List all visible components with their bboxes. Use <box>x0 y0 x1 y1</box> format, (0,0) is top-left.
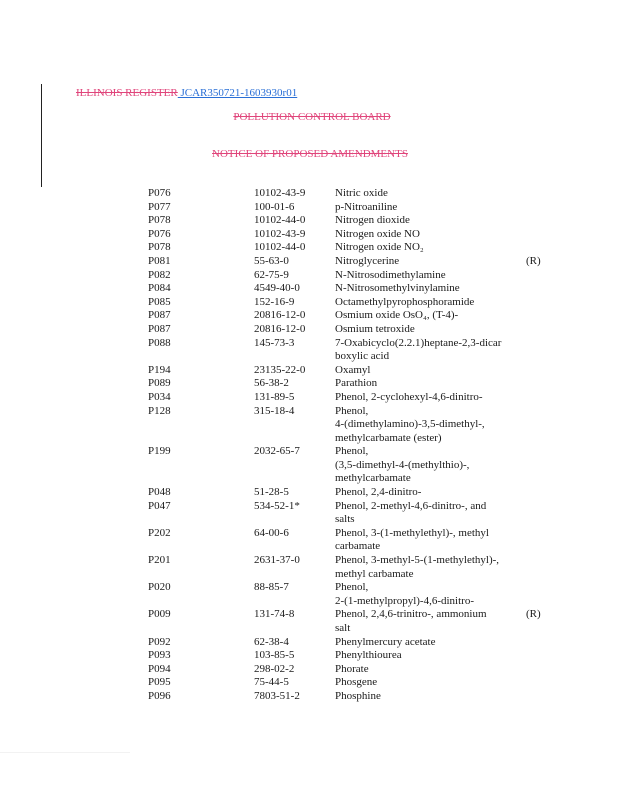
waste-code-cell: P081 <box>148 254 171 267</box>
table-row <box>148 608 548 635</box>
table-row <box>148 337 548 364</box>
waste-code-cell: P094 <box>148 662 171 675</box>
change-bar <box>41 84 42 187</box>
waste-code-cell: P199 <box>148 445 171 458</box>
cas-number-cell: 100-01-6 <box>254 200 295 213</box>
substance-name-cell: Nitrogen oxide NO <box>335 227 420 240</box>
substance-name-cell: Phenol, 4-(dimethylamino)-3,5-dimethyl-, methylcarbamate (ester) <box>335 404 485 444</box>
waste-code-cell: P092 <box>148 635 171 648</box>
waste-code-cell: P088 <box>148 336 171 349</box>
table-row <box>148 214 548 228</box>
waste-code-cell: P201 <box>148 554 171 567</box>
register-inserted-text: JCAR350721-1603930r01 <box>177 87 298 99</box>
substance-name-cell: Parathion <box>335 377 378 390</box>
waste-code-cell: P047 <box>148 499 171 512</box>
waste-code-cell: P085 <box>148 295 171 308</box>
substance-name-cell: 7-Oxabicyclo(2.2.1)heptane-2,3-dicar boxylic acid <box>335 336 502 363</box>
cas-number-cell: 534-52-1* <box>254 499 300 512</box>
cas-number-cell: 75-44-5 <box>254 676 289 689</box>
register-deleted-text: ILLINOIS REGISTER <box>76 87 178 99</box>
table-row <box>148 323 548 337</box>
cas-number-cell: 51-28-5 <box>254 486 289 499</box>
table-row <box>148 527 548 554</box>
cas-number-cell: 10102-43-9 <box>254 187 306 199</box>
substance-name-cell: Phenol, 2-(1-methylpropyl)-4,6-dinitro- <box>335 581 474 607</box>
waste-code-cell: P084 <box>148 282 171 295</box>
table-row <box>148 187 548 201</box>
substance-name-cell: Nitroglycerine <box>335 254 400 267</box>
waste-code-cell: P076 <box>148 187 171 199</box>
cas-number-cell: 10102-43-9 <box>254 227 306 240</box>
table-row <box>148 391 548 405</box>
register-header <box>76 87 297 100</box>
table-row <box>148 500 548 527</box>
table-row <box>148 636 548 650</box>
board-deleted-text: POLLUTION CONTROL BOARD <box>233 111 391 123</box>
table-row <box>148 663 548 677</box>
substance-name-cell: Phenol, 2,4,6-trinitro-, ammonium salt <box>335 608 487 634</box>
waste-code-cell: P078 <box>148 241 171 254</box>
substance-name-cell: N-Nitrosomethylvinylamine <box>335 282 460 295</box>
cas-number-cell: 55-63-0 <box>254 254 289 267</box>
waste-code-cell: P093 <box>148 649 171 662</box>
board-header <box>0 111 624 124</box>
cas-number-cell: 20816-12-0 <box>254 322 306 335</box>
cas-number-cell: 4549-40-0 <box>254 282 300 295</box>
table-row <box>148 282 548 296</box>
substance-name-cell: N-Nitrosodimethylamine <box>335 268 446 281</box>
cas-number-cell: 145-73-3 <box>254 336 295 349</box>
table-row <box>148 405 548 446</box>
cas-number-cell: 7803-51-2 <box>254 689 300 702</box>
table-row <box>148 364 548 378</box>
waste-code-cell: P078 <box>148 214 171 227</box>
hazardous-waste-table <box>148 187 548 704</box>
waste-code-cell: P048 <box>148 486 171 499</box>
waste-code-cell: P087 <box>148 309 171 322</box>
substance-name-cell: Phenol, 2,4-dinitro- <box>335 486 422 499</box>
substance-name-cell: Phosgene <box>335 676 378 689</box>
substance-name-cell: Phenylmercury acetate <box>335 635 436 648</box>
cas-number-cell: 131-89-5 <box>254 390 295 403</box>
cas-number-cell: 2631-37-0 <box>254 554 300 567</box>
table-row <box>148 554 548 581</box>
waste-code-cell: P194 <box>148 363 171 376</box>
substance-name-cell: p-Nitroaniline <box>335 200 398 213</box>
waste-code-cell: P128 <box>148 404 171 417</box>
cas-number-cell: 64-00-6 <box>254 526 289 539</box>
footer-divider <box>0 752 130 753</box>
substance-name-cell: Phorate <box>335 662 369 675</box>
substance-name-cell: Nitric oxide <box>335 187 388 199</box>
cas-number-cell: 315-18-4 <box>254 404 295 417</box>
table-row <box>148 255 548 269</box>
notice-deleted-text: NOTICE OF PROPOSED AMENDMENTS <box>212 148 408 160</box>
substance-name-cell: Octamethylpyrophosphoramide <box>335 295 475 308</box>
waste-code-cell: P087 <box>148 322 171 335</box>
waste-code-cell: P009 <box>148 608 171 621</box>
cas-number-cell: 2032-65-7 <box>254 445 300 458</box>
table-row <box>148 201 548 215</box>
table-row <box>148 228 548 242</box>
notice-header <box>0 148 624 161</box>
table-row <box>148 690 548 704</box>
substance-name-cell: Nitrogen oxide NO₂ <box>335 241 424 254</box>
cas-number-cell: 131-74-8 <box>254 608 295 621</box>
cas-number-cell: 298-02-2 <box>254 662 295 675</box>
table-row <box>148 269 548 283</box>
cas-number-cell: 23135-22-0 <box>254 363 306 376</box>
cas-number-cell: 20816-12-0 <box>254 309 306 322</box>
cas-number-cell: 62-75-9 <box>254 268 289 281</box>
cas-number-cell: 152-16-9 <box>254 295 295 308</box>
waste-code-cell: P202 <box>148 526 171 539</box>
cas-number-cell: 103-85-5 <box>254 649 295 662</box>
waste-code-cell: P095 <box>148 676 171 689</box>
substance-name-cell: Phenol, 3-methyl-5-(1-methylethyl)-, methyl carbamate <box>335 554 500 580</box>
substance-name-cell: Phenol, 3-(1-methylethyl)-, methyl carbamate <box>335 526 489 553</box>
waste-code-cell: P082 <box>148 268 171 281</box>
table-row <box>148 309 548 323</box>
substance-name-cell: Osmium oxide OsO₄, (T-4)- <box>335 309 459 322</box>
substance-name-cell: Phenol, 2-methyl-4,6-dinitro-, and salts <box>335 499 487 526</box>
waste-code-cell: P034 <box>148 390 171 403</box>
substance-name-cell: Phenylthiourea <box>335 649 402 662</box>
table-row <box>148 296 548 310</box>
hazard-flag-cell: (R) <box>526 254 541 267</box>
table-row <box>148 445 548 486</box>
table-row <box>148 649 548 663</box>
cas-number-cell: 56-38-2 <box>254 377 289 390</box>
waste-code-cell: P077 <box>148 200 171 213</box>
waste-code-cell: P096 <box>148 689 171 702</box>
cas-number-cell: 10102-44-0 <box>254 241 306 254</box>
waste-code-cell: P076 <box>148 227 171 240</box>
cas-number-cell: 88-85-7 <box>254 581 289 594</box>
table-row <box>148 241 548 255</box>
table-row <box>148 676 548 690</box>
waste-code-cell: P089 <box>148 377 171 390</box>
waste-code-cell: P020 <box>148 581 171 594</box>
table-row <box>148 581 548 608</box>
substance-name-cell: Osmium tetroxide <box>335 322 415 335</box>
table-row <box>148 377 548 391</box>
hazard-flag-cell: (R) <box>526 608 541 621</box>
cas-number-cell: 10102-44-0 <box>254 214 306 227</box>
substance-name-cell: Phenol, 2-cyclohexyl-4,6-dinitro- <box>335 390 483 403</box>
substance-name-cell: Oxamyl <box>335 363 371 376</box>
substance-name-cell: Phosphine <box>335 689 381 702</box>
cas-number-cell: 62-38-4 <box>254 635 289 648</box>
substance-name-cell: Nitrogen dioxide <box>335 214 410 227</box>
substance-name-cell: Phenol, (3,5-dimethyl-4-(methylthio)-, methylcarbamate <box>335 445 470 485</box>
table-row <box>148 486 548 500</box>
